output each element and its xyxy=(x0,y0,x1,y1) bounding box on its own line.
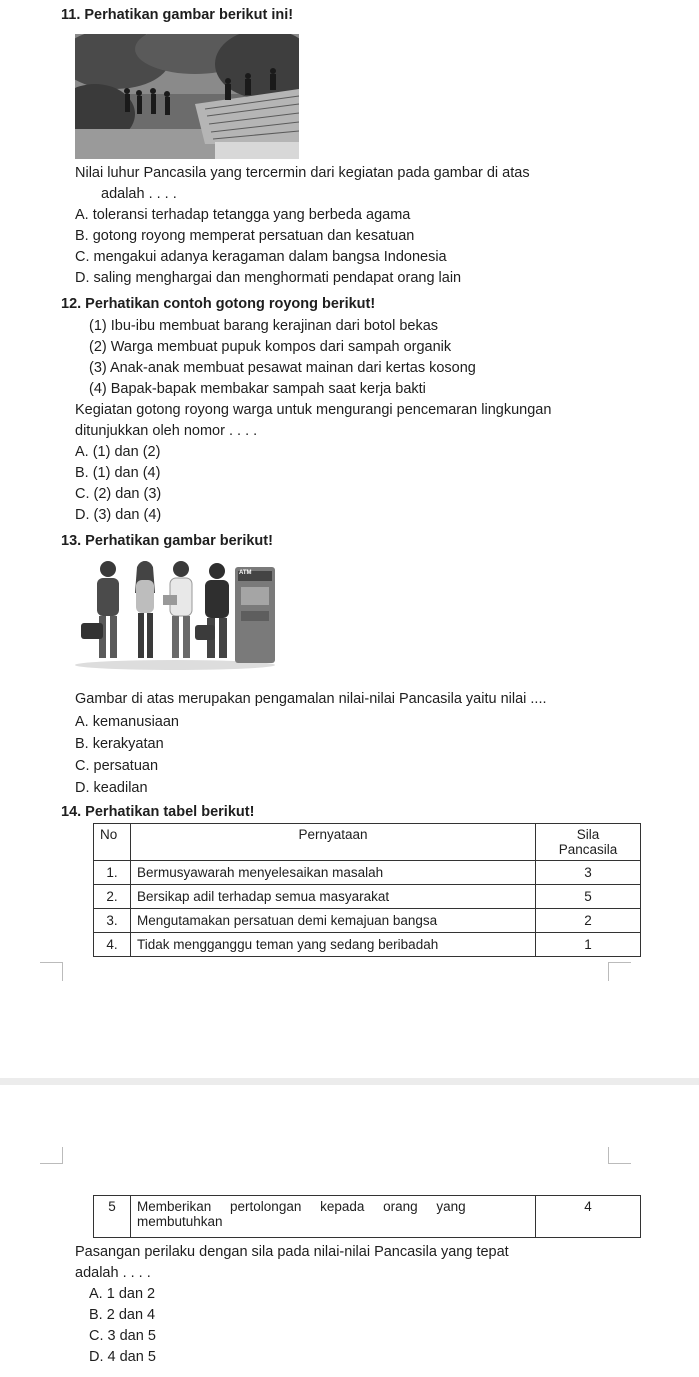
q14-option-c: C. 3 dan 5 xyxy=(89,1328,156,1344)
row-no: 3. xyxy=(94,909,131,933)
q11-stem-line1: Nilai luhur Pancasila yang tercermin dari kegiatan pada gambar di atas xyxy=(75,165,530,181)
page-separator xyxy=(0,1078,699,1085)
header-sila-line1: Sila xyxy=(576,827,600,842)
q12-title: 12. Perhatikan contoh gotong royong berikut! xyxy=(61,296,376,312)
row-statement: Tidak mengganggu teman yang sedang beribadah xyxy=(131,933,536,957)
row-sila: 4 xyxy=(536,1196,641,1238)
q12-stem-line2: ditunjukkan oleh nomor . . . . xyxy=(75,423,258,439)
header-sila-line2: Pancasila xyxy=(558,842,618,857)
row-no: 5 xyxy=(94,1196,131,1238)
table-row xyxy=(94,885,641,909)
table-row xyxy=(94,1196,641,1238)
row-statement: Mengutamakan persatuan demi kemajuan bangsa xyxy=(131,909,536,933)
crop-mark-top-left xyxy=(40,962,63,981)
row-sila: 1 xyxy=(536,933,641,957)
row-statement-line1: Memberikan pertolongan kepada orang yang xyxy=(137,1199,466,1214)
q13-option-d: D. keadilan xyxy=(75,780,148,796)
table-header-row xyxy=(94,824,641,861)
q12-option-a: A. (1) dan (2) xyxy=(75,444,161,460)
q12-item-3: (3) Anak-anak membuat pesawat mainan dari kertas kosong xyxy=(89,360,476,376)
q14-option-d: D. 4 dan 5 xyxy=(89,1349,156,1365)
row-statement: Bersikap adil terhadap semua masyarakat xyxy=(131,885,536,909)
q14-table-continued xyxy=(93,1195,641,1238)
row-sila: 3 xyxy=(536,861,641,885)
q11-stem-line2: adalah . . . . xyxy=(101,186,177,202)
q13-stem: Gambar di atas merupakan pengamalan nilai-nilai Pancasila yaitu nilai .... xyxy=(75,691,547,707)
q14-stem-line1: Pasangan perilaku dengan sila pada nilai-nilai Pancasila yang tepat xyxy=(75,1244,509,1260)
q12-item-4: (4) Bapak-bapak membakar sampah saat kerja bakti xyxy=(89,381,426,397)
q12-item-2: (2) Warga membuat pupuk kompos dari sampah organik xyxy=(89,339,452,355)
table-row xyxy=(94,933,641,957)
row-statement xyxy=(131,1196,536,1238)
row-sila: 5 xyxy=(536,885,641,909)
q14-stem-line2: adalah . . . . xyxy=(75,1265,151,1281)
q12-option-d: D. (3) dan (4) xyxy=(75,507,162,523)
q11-option-b: B. gotong royong memperat persatuan dan kesatuan xyxy=(75,228,415,244)
header-no: No xyxy=(94,824,131,861)
q11-option-a: A. toleransi terhadap tetangga yang berbeda agama xyxy=(75,207,411,223)
table-row xyxy=(94,909,641,933)
q11-title: 11. Perhatikan gambar berikut ini! xyxy=(61,7,294,23)
crop-mark-bottom-right xyxy=(608,1147,631,1164)
q12-stem-line1: Kegiatan gotong royong warga untuk mengurangi pencemaran lingkungan xyxy=(75,402,552,418)
q14-option-a: A. 1 dan 2 xyxy=(89,1286,156,1302)
q13-option-b: B. kerakyatan xyxy=(75,736,164,752)
row-no: 4. xyxy=(94,933,131,957)
q14-table xyxy=(93,823,641,957)
row-sila: 2 xyxy=(536,909,641,933)
row-statement: Bermusyawarah menyelesaikan masalah xyxy=(131,861,536,885)
crop-mark-bottom-left xyxy=(40,1147,63,1164)
q12-option-c: C. (2) dan (3) xyxy=(75,486,162,502)
q13-option-c: C. persatuan xyxy=(75,758,159,774)
q11-photo-gotong-royong xyxy=(75,34,299,159)
q12-option-b: B. (1) dan (4) xyxy=(75,465,161,481)
q12-item-1: (1) Ibu-ibu membuat barang kerajinan dari botol bekas xyxy=(89,318,439,334)
header-statement: Pernyataan xyxy=(131,824,536,861)
q11-option-c: C. mengakui adanya keragaman dalam bangsa Indonesia xyxy=(75,249,447,265)
row-no: 2. xyxy=(94,885,131,909)
row-statement-line2: membutuhkan xyxy=(137,1214,223,1229)
row-no: 1. xyxy=(94,861,131,885)
atm-label: ATM xyxy=(239,570,252,576)
crop-mark-top-right xyxy=(608,962,631,981)
q14-option-b: B. 2 dan 4 xyxy=(89,1307,156,1323)
header-sila xyxy=(536,824,641,861)
q11-option-d: D. saling menghargai dan menghormati pendapat orang lain xyxy=(75,270,462,286)
table-row xyxy=(94,861,641,885)
q13-title: 13. Perhatikan gambar berikut! xyxy=(61,533,273,549)
q13-illustration-atm-queue xyxy=(75,553,280,671)
q14-title: 14. Perhatikan tabel berikut! xyxy=(61,804,255,820)
q13-option-a: A. kemanusiaan xyxy=(75,714,179,730)
